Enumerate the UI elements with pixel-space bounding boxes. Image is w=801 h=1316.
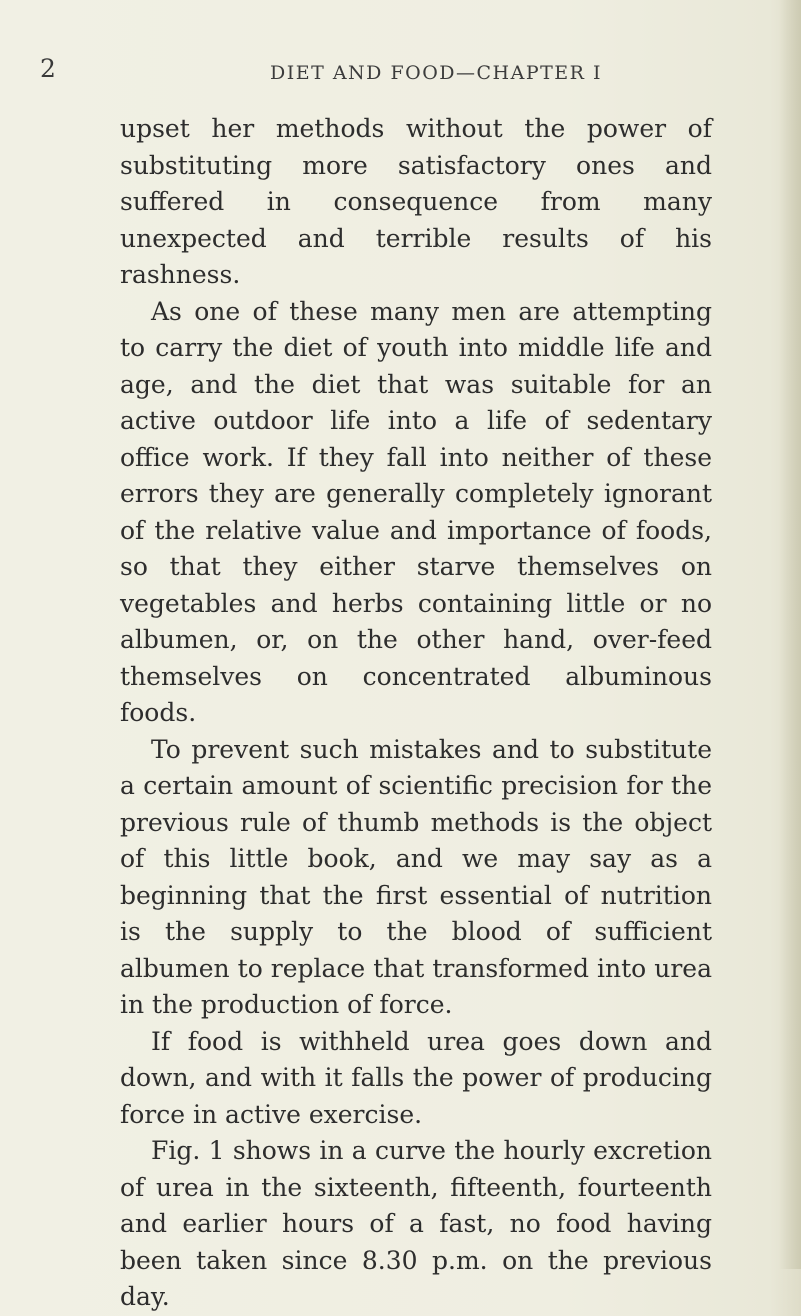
running-head: DIET AND FOOD—CHAPTER I — [270, 62, 603, 84]
body-text — [120, 111, 712, 1316]
paragraph-3: To prevent such mistakes and to substitute a certain amount of scientific precision for the previous rule of thumb methods is the object of this little book, and we may say as a beginning that the first essential of nutrition is the supply to the blood of sufficient albumen to replace that transformed into urea in the production of force. — [120, 734, 712, 1019]
paragraph-4: If food is withheld urea goes down and down, and with it falls the power of producing force in active exercise. — [120, 1026, 712, 1129]
page-header — [0, 54, 801, 90]
paragraph-5: Fig. 1 shows in a curve the hourly excretion of urea in the sixteenth, fifteenth, fourteenth and earlier hours of a fast, no food having been taken since 8.30 p.m. on the previous day. — [120, 1136, 712, 1311]
page-edge-shadow — [779, 0, 801, 1269]
paragraph-1: upset her methods without the power of substituting more satisfactory ones and suffered in consequence from many unexpected and terrible results of his rashness. — [120, 114, 712, 289]
page-number: 2 — [40, 54, 56, 83]
paragraph-2: As one of these many men are attempting to carry the diet of youth into middle life and age, and the diet that was suitable for an active outdoor life into a life of sedentary office work. If they fall into neither of these errors they are generally completely ignorant of the relative value and importance of foods, so that they either starve themselves on vegetables and herbs containing little or no albumen, or, on the other hand, over-feed themselves on concentrated albuminous foods. — [120, 296, 712, 727]
